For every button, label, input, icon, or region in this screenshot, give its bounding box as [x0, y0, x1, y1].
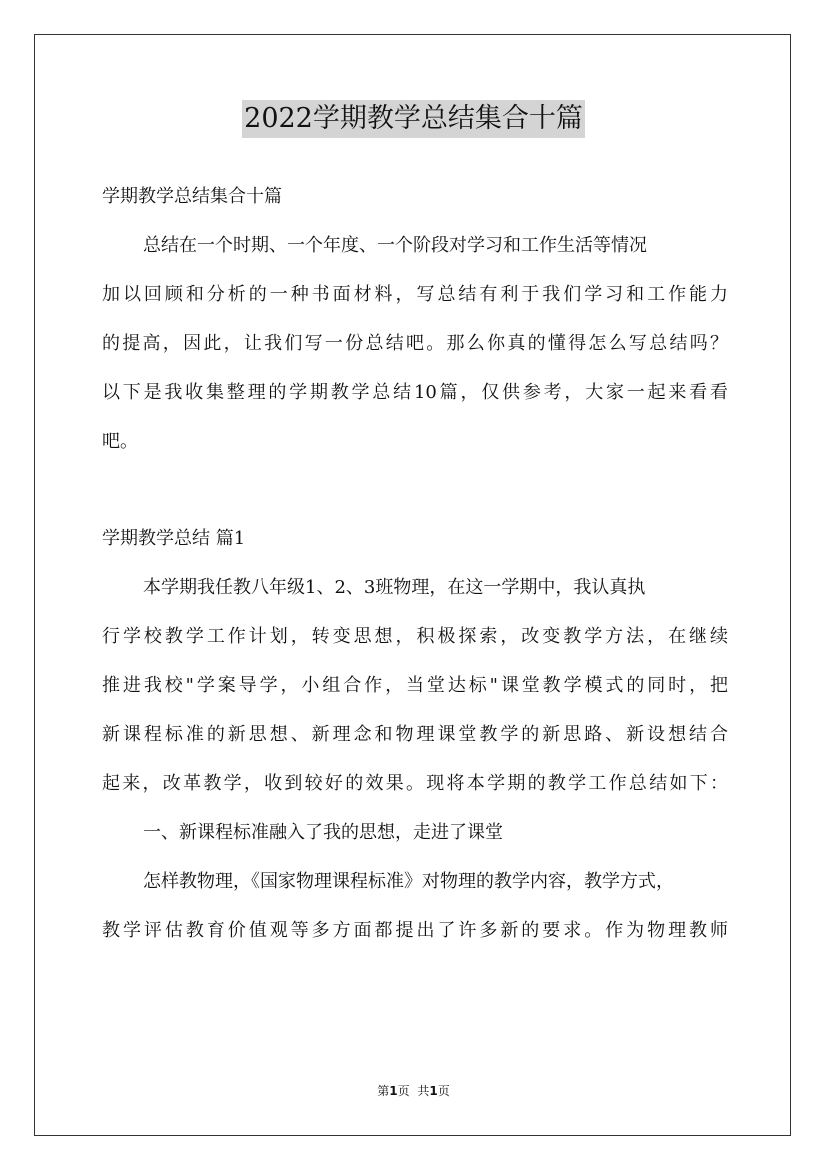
title-container: [0, 100, 827, 138]
footer-page-suffix: 页: [397, 1084, 410, 1098]
para2-line-1: 怎样教物理，《国家物理课程标准》对物理的教学内容，教学方式，: [143, 871, 674, 892]
footer-total-prefix: 共: [417, 1084, 430, 1098]
section-heading: 学期教学总结 篇1: [102, 528, 246, 549]
para2-line-2: 教学评估教育价值观等多方面都提出了许多新的要求。作为物理教师: [102, 920, 728, 941]
footer-total-number: 1: [429, 1084, 438, 1098]
body-line-1: 本学期我任教八年级1、2、3班物理，在这一学期中，我认真执: [143, 577, 646, 598]
body-line-5: 起来，改革教学，收到较好的效果。现将本学期的教学工作总结如下：: [102, 773, 728, 794]
intro-line-1: 总结在一个时期、一个年度、一个阶段对学习和工作生活等情况: [143, 235, 647, 256]
body-line-4: 新课程标准的新思想、新理念和物理课堂教学的新思路、新设想结合: [102, 724, 728, 745]
document-subtitle: 学期教学总结集合十篇: [102, 186, 282, 207]
intro-line-4: 以下是我收集整理的学期教学总结10篇，仅供参考，大家一起来看看: [102, 382, 728, 403]
subheading: 一、新课程标准融入了我的思想，走进了课堂: [143, 822, 503, 843]
footer-total-suffix: 页: [437, 1084, 450, 1098]
blank-spacer: [102, 466, 728, 514]
footer-page-number: 1: [389, 1084, 398, 1098]
footer-page-prefix: 第: [377, 1084, 390, 1098]
body-line-3: 推进我校"学案导学，小组合作，当堂达标"课堂教学模式的同时，把: [102, 675, 728, 696]
document-title: 2022学期教学总结集合十篇: [242, 100, 585, 138]
body-line-2: 行学校教学工作计划，转变思想，积极探索，改变教学方法，在继续: [102, 626, 728, 647]
intro-line-5: 吧。: [102, 431, 138, 452]
page-footer: [0, 1083, 827, 1099]
intro-line-2: 加以回顾和分析的一种书面材料，写总结有利于我们学习和工作能力: [102, 284, 728, 305]
document-body: [102, 172, 728, 955]
intro-line-3: 的提高，因此，让我们写一份总结吧。那么你真的懂得怎么写总结吗？: [102, 333, 728, 354]
